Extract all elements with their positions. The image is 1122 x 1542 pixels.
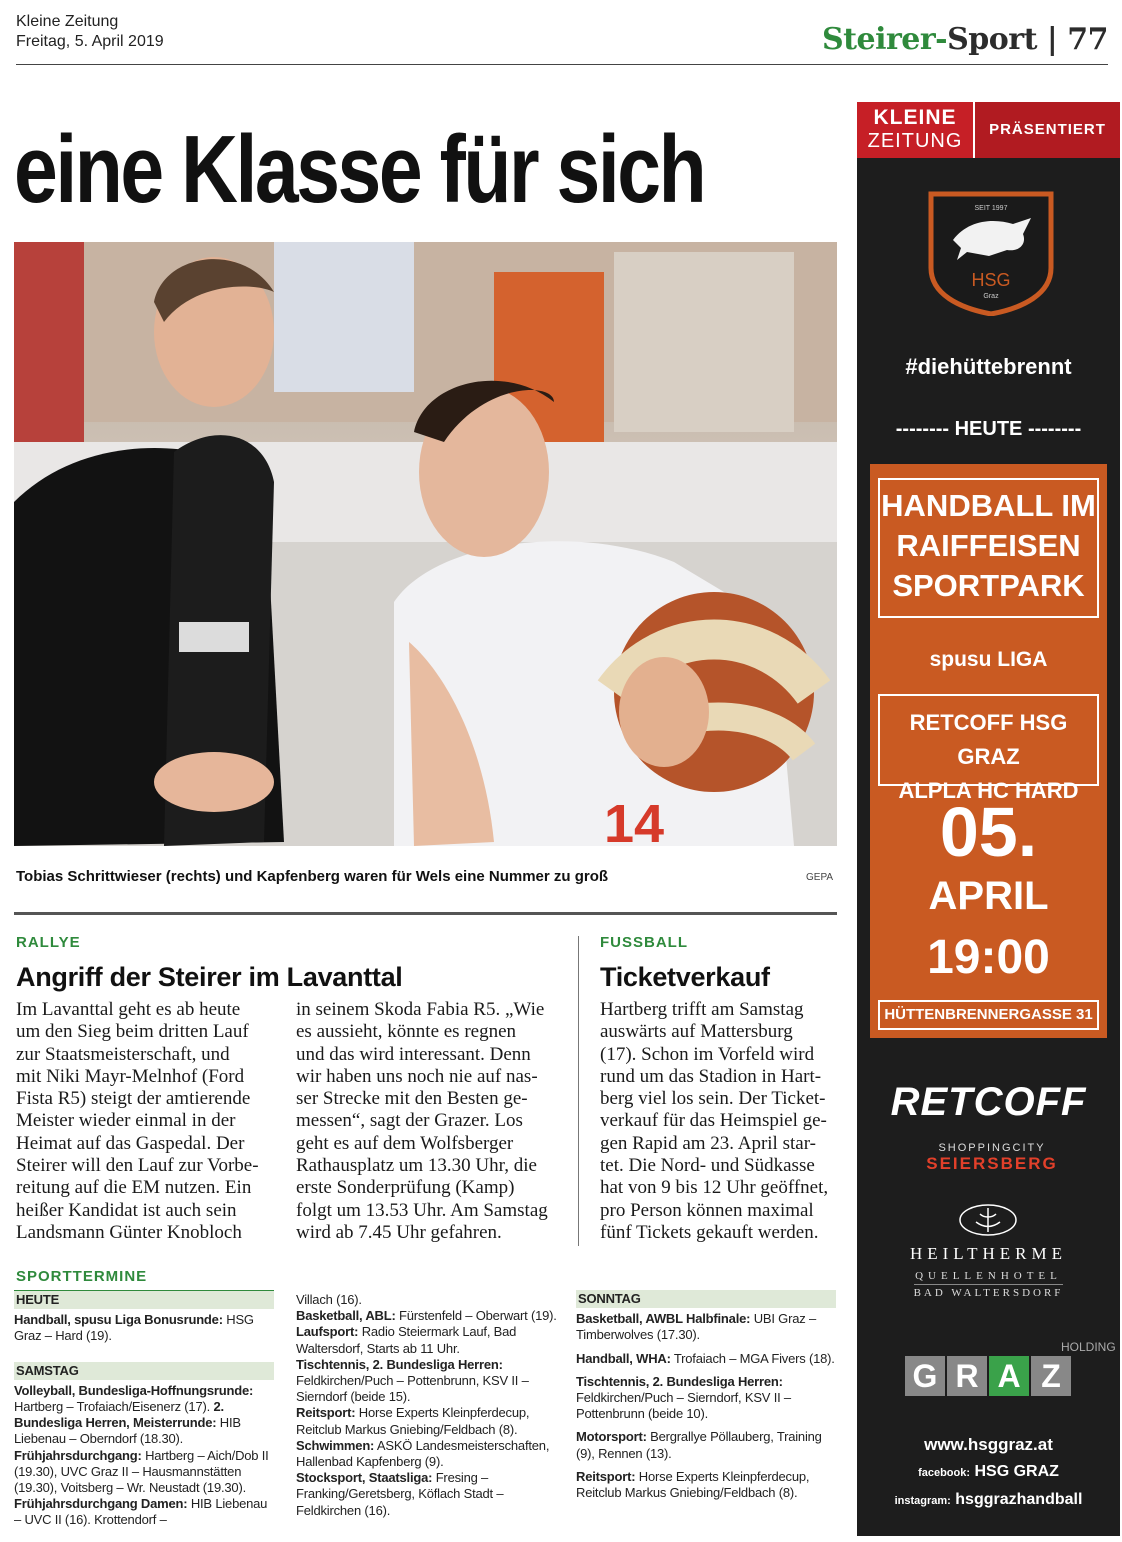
rallye-title: Angriff der Steirer im Lavanttal — [16, 962, 403, 992]
photo-caption: Tobias Schrittwieser (rechts) und Kapfenberg waren für Wels eine Nummer zu groß — [16, 868, 609, 885]
day-band-samstag: SAMSTAG — [14, 1362, 274, 1380]
sporttermine-col1 — [14, 1290, 274, 1536]
event-entry: Reitsport: Horse Experts Kleinpferdecup, Reitclub Markus Gniebing/Feldbach (8). — [576, 1468, 810, 1501]
header-rule — [16, 64, 1108, 65]
graz-letter: Z — [1031, 1356, 1071, 1396]
match-month: APRIL — [928, 874, 1049, 918]
sporttermine-col2 — [296, 1292, 558, 1519]
svg-text:HSG: HSG — [971, 270, 1011, 290]
ad-event-panel — [870, 464, 1107, 1038]
rallye-body-col2: in seinem Skoda Fabia R5. „Wie es aussieht, könnte es regnen und das wird interessant. Denn wir haben uns noch nie auf nas- ser Strecke mit den Besten ge- messen“, sagt der Grazer. Los geht es auf dem Wolfsberger Rathausplatz um 13.30 Uhr, die erste Sonderprüfung (Kamp) folgt um 13.53 Uhr. Am Samstag wird ab 7.45 Uhr gefahren. — [296, 999, 548, 1243]
section-header — [822, 22, 1108, 57]
rallye-kicker: RALLYE — [16, 934, 81, 951]
hsg-graz-advertisement — [857, 102, 1120, 1536]
address-box: HÜTTENBRENNERGASSE 31 — [878, 1000, 1099, 1030]
event-entry: Motorsport: Bergrallye Pöllauberg, Training (9), Rennen (13). — [576, 1429, 822, 1461]
sponsor-seiersberg: SHOPPINGCITY SEIERSBERG — [926, 1142, 1058, 1173]
day-band-heute: HEUTE — [14, 1290, 274, 1309]
fussball-body: Hartberg trifft am Samstag auswärts auf Mattersburg (17). Schon im Vorfeld wird rund um das Stadion in Hart- berg viel los sein. Der Ticket- verkauf für das Heimspiel ge- gen Rapid am 23. April star- tet. Die Nord- und Südkasse hat von 9 bis 12 Uhr geöffnet, pro Person können maximal fünf Tickets gekauft werden. — [600, 999, 829, 1243]
ad-heute: -------- HEUTE -------- — [895, 418, 1082, 440]
graz-letter: G — [905, 1356, 945, 1396]
ad-instagram: instagram: hsggrazhandball — [894, 1491, 1083, 1508]
event-entry: Laufsport: Radio Steiermark Lauf, Bad Waltersdorf, Starts ab 11 Uhr. — [296, 1324, 517, 1356]
fussball-title: Ticketverkauf — [600, 962, 770, 992]
holding-graz-logo — [905, 1356, 1071, 1396]
svg-text:Graz: Graz — [983, 293, 999, 300]
matchup-box: RETCOFF HSG GRAZ ALPLA HC HARD — [878, 694, 1099, 786]
graz-letter: A — [989, 1356, 1029, 1396]
ad-brand-bar — [857, 102, 1120, 158]
publication-name: Kleine Zeitung — [16, 13, 119, 30]
ad-hashtag: #diehüttebrennt — [905, 354, 1072, 379]
photo-illustration — [14, 242, 837, 846]
holding-label: HOLDING — [1061, 1340, 1116, 1354]
svg-text:SEIT 1997: SEIT 1997 — [974, 205, 1008, 212]
day-band-sonntag: SONNTAG — [576, 1290, 836, 1308]
event-entry: Reitsport: Horse Experts Kleinpferdecup, Reitclub Markus Gniebing/Feldbach (8). — [296, 1405, 530, 1437]
match-day: 05. — [939, 793, 1038, 871]
event-entry: Handball, WHA: Trofaiach – MGA Fivers (18). — [576, 1350, 835, 1366]
event-entry: Tischtennis, 2. Bundesliga Herren: Feldkirchen/Puch – Pottenbrunn, KSV II – Sierndorf (beide 15). — [296, 1356, 529, 1405]
venue-box: HANDBALL IM RAIFFEISEN SPORTPARK — [878, 478, 1099, 618]
event-entry: Basketball, ABL: Fürstenfeld – Oberwart (19). — [296, 1308, 557, 1324]
page-headline: eine Klasse für sich — [14, 116, 705, 223]
league-name: spusu LIGA — [929, 648, 1048, 671]
event-entry: Volleyball, Bundesliga-Hoffnungsrunde: Hartberg – Trofaiach/Eisenerz (17). 2. Bundesliga Herren, Meisterrunde: HIB Liebenau – Oberndorf (18.30). Frühjahrsdurchgang: Hartberg – Aich/Dob II (19.30), UVC Graz II – Hausmannstätten (19.30), Voitsberg – Wr. Neustadt (19.30). Frühjahrsdurchgang Damen: HIB Liebenau – UVC II (16). Krottendorf – — [14, 1382, 269, 1528]
graz-letter: R — [947, 1356, 987, 1396]
section-name-green: Steirer- — [821, 22, 948, 57]
hsg-lion-logo-icon — [923, 190, 1059, 316]
page-number: | 77 — [1046, 22, 1108, 57]
event-entry: Schwimmen: ASKÖ Landesmeisterschaften, Hallenbad Kapfenberg (9). — [296, 1437, 550, 1470]
sponsor-retcoff: RETCOFF — [890, 1080, 1087, 1124]
event-entry: Stocksport, Staatsliga: Fresing – Franking/Geretsberg, Köflach Stadt – Feldkirchen (16). — [296, 1470, 504, 1518]
sponsor-heiltherme: HEILTHERME QUELLENHOTEL BAD WALTERSDORF — [857, 1202, 1120, 1301]
sporttermine-col3 — [576, 1290, 836, 1508]
kleine-zeitung-logo: KLEINE ZEITUNG — [857, 102, 973, 158]
event-entry: Tischtennis, 2. Bundesliga Herren: Feldkirchen/Puch – Sierndorf, KSV II – Pottenbrunn (beide 10). — [576, 1373, 791, 1422]
rallye-body-col1: Im Lavanttal geht es ab heute um den Sieg beim dritten Lauf zur Staatsmeisterschaft, und mit Niki Mayr-Melnhof (Ford Fista R5) steigt der amtierende Meister wieder einmal in der Heimat auf das Gaspedal. Der Steirer will den Lauf zur Vorbe- reitung auf die EM nutzen. Ein heißer Kandidat ist auch sein Landsmann Günter Knobloch — [16, 999, 259, 1243]
ad-website: www.hsggraz.at — [924, 1435, 1053, 1454]
basketball-photo — [14, 242, 837, 846]
ad-facebook: facebook: HSG GRAZ — [918, 1463, 1059, 1480]
fussball-kicker: FUSSBALL — [600, 934, 688, 951]
svg-text:14: 14 — [604, 794, 665, 846]
event-entry: Handball, spusu Liga Bonusrunde: HSG Graz – Hard (19). — [14, 1312, 254, 1344]
presents-label: PRÄSENTIERT — [973, 102, 1120, 158]
event-entry: Basketball, AWBL Halbfinale: UBI Graz – Timberwolves (17.30). — [576, 1311, 816, 1343]
event-entry: Villach (16). — [296, 1292, 362, 1307]
masthead — [16, 12, 164, 52]
section-name-dark: Sport — [947, 22, 1037, 57]
column-divider — [578, 936, 579, 1246]
sporttermine-kicker: SPORTTERMINE — [16, 1268, 148, 1285]
heiltherme-emblem-icon — [958, 1202, 1018, 1238]
match-time: 19:00 — [927, 931, 1050, 984]
photo-credit: GEPA — [806, 872, 834, 883]
section-rule — [14, 912, 837, 915]
issue-date: Freitag, 5. April 2019 — [16, 33, 164, 50]
